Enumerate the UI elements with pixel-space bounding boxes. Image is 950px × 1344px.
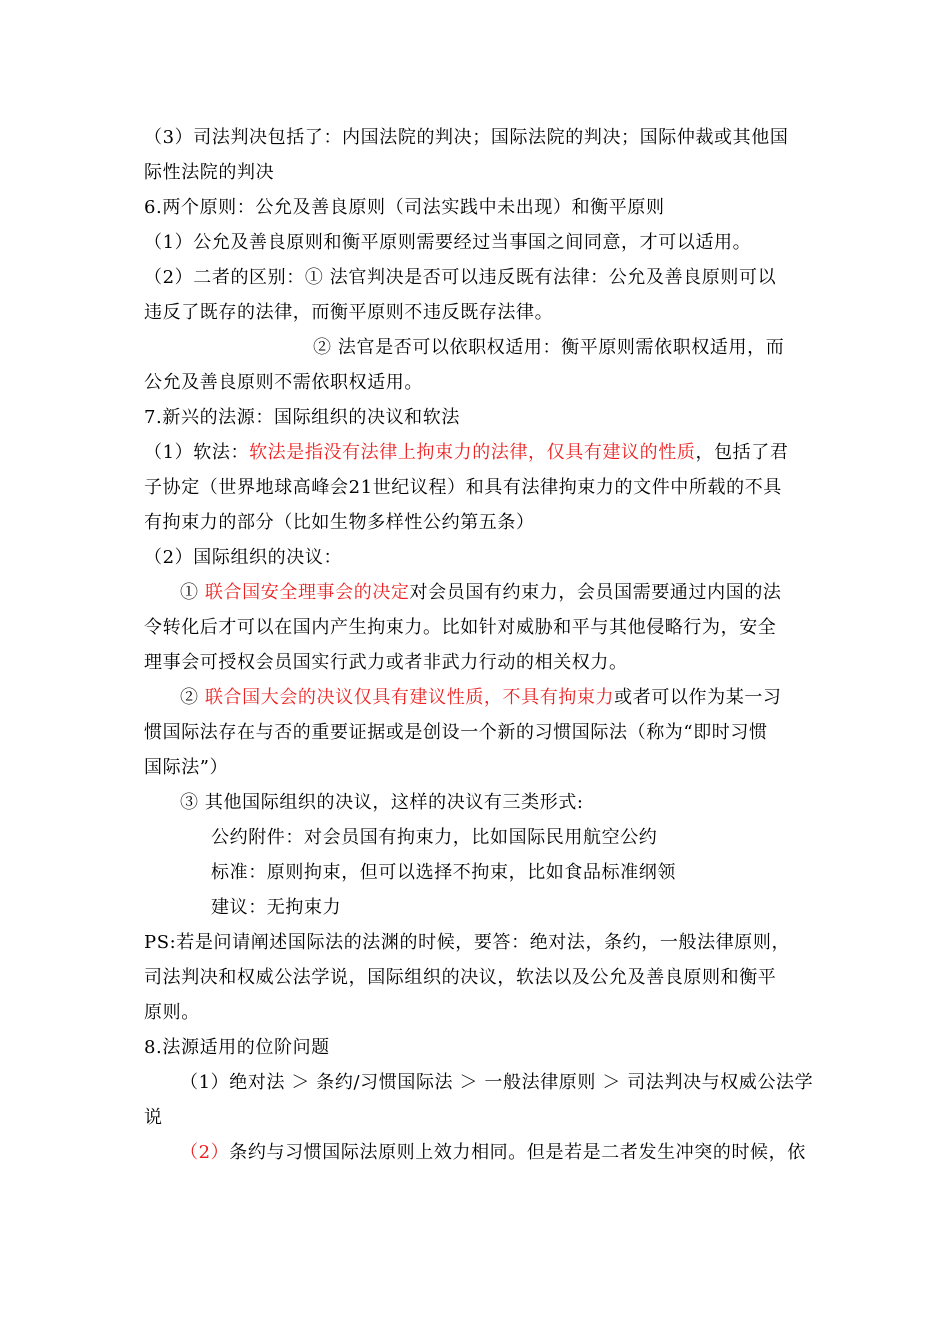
text-line: [180, 1141, 806, 1165]
text-line: 违反了既存的法律，而衡平原则不违反既存法律。: [144, 302, 554, 323]
text-line: [180, 686, 782, 710]
text-line: （2）国际组织的决议：: [144, 547, 343, 568]
text-line: （1）绝对法 ＞ 条约/习惯国际法 ＞ 一般法律原则 ＞ 司法判决与权威公法学: [180, 1072, 814, 1093]
text-line: 司法判决和权威公法学说，国际组织的决议，软法以及公允及善良原则和衡平: [144, 967, 777, 988]
text-line: （1）公允及善良原则和衡平原则需要经过当事国之间同意，才可以适用。: [144, 232, 752, 253]
text-line: 际性法院的判决: [144, 162, 275, 183]
text-line: 理事会可授权会员国实行武力或者非武力行动的相关权力。: [144, 652, 628, 673]
section-heading-7: 7.新兴的法源：国际组织的决议和软法: [144, 407, 460, 428]
highlighted-text: 联合国安全理事会的决定: [204, 582, 410, 603]
text-line: 建议：无拘束力: [211, 897, 342, 918]
text-line: 原则。: [144, 1002, 200, 1023]
text-line: 说: [144, 1107, 163, 1128]
text-span: ，包括了君: [695, 442, 789, 463]
highlighted-text: 软法是指没有法律上拘束力的法律，仅具有建议的性质: [249, 442, 696, 463]
text-line: （2）二者的区别：① 法官判决是否可以违反既有法律：公允及善良原则可以: [144, 267, 777, 288]
text-line: 惯国际法存在与否的重要证据或是创设一个新的习惯国际法（称为“即时习惯: [144, 722, 768, 743]
text-line: 有拘束力的部分（比如生物多样性公约第五条）: [144, 512, 535, 533]
text-line: ③ 其他国际组织的决议，这样的决议有三类形式:: [180, 792, 584, 813]
text-span: 对会员国有约束力，会员国需要通过内国的法: [409, 582, 782, 603]
section-heading-6: 6.两个原则：公允及善良原则（司法实践中未出现）和衡平原则: [144, 197, 665, 218]
text-line: 标准：原则拘束，但可以选择不拘束，比如食品标准纲领: [211, 862, 676, 883]
text-span: ②: [180, 687, 205, 708]
text-span: ①: [180, 582, 205, 603]
text-line: 子协定（世界地球高峰会21世纪议程）和具有法律拘束力的文件中所载的不具: [144, 477, 782, 498]
text-span: （1）软法：: [144, 442, 250, 463]
text-line: 公约附件：对会员国有拘束力，比如国际民用航空公约: [211, 827, 658, 848]
section-heading-8: 8.法源适用的位阶问题: [144, 1037, 330, 1058]
text-line: PS:若是问请阐述国际法的法渊的时候，要答：绝对法，条约，一般法律原则，: [144, 932, 791, 953]
text-line: 令转化后才可以在国内产生拘束力。比如针对威胁和平与其他侵略行为，安全: [144, 617, 777, 638]
text-line: [180, 581, 782, 605]
text-line: 国际法”）: [144, 757, 229, 778]
text-line: 公允及善良原则不需依职权适用。: [144, 372, 423, 393]
text-line: （3）司法判决包括了：内国法院的判决；国际法院的判决；国际仲裁或其他国: [144, 127, 789, 148]
text-line: ② 法官是否可以依职权适用：衡平原则需依职权适用，而: [313, 337, 785, 358]
text-span: 或者可以作为某一习: [614, 687, 782, 708]
highlighted-text: 联合国大会的决议仅具有建议性质，不具有拘束力: [204, 687, 615, 708]
highlighted-text: （2）: [180, 1142, 230, 1163]
text-span: 条约与习惯国际法原则上效力相同。但是若是二者发生冲突的时候，依: [229, 1142, 806, 1163]
text-line: [144, 441, 788, 465]
